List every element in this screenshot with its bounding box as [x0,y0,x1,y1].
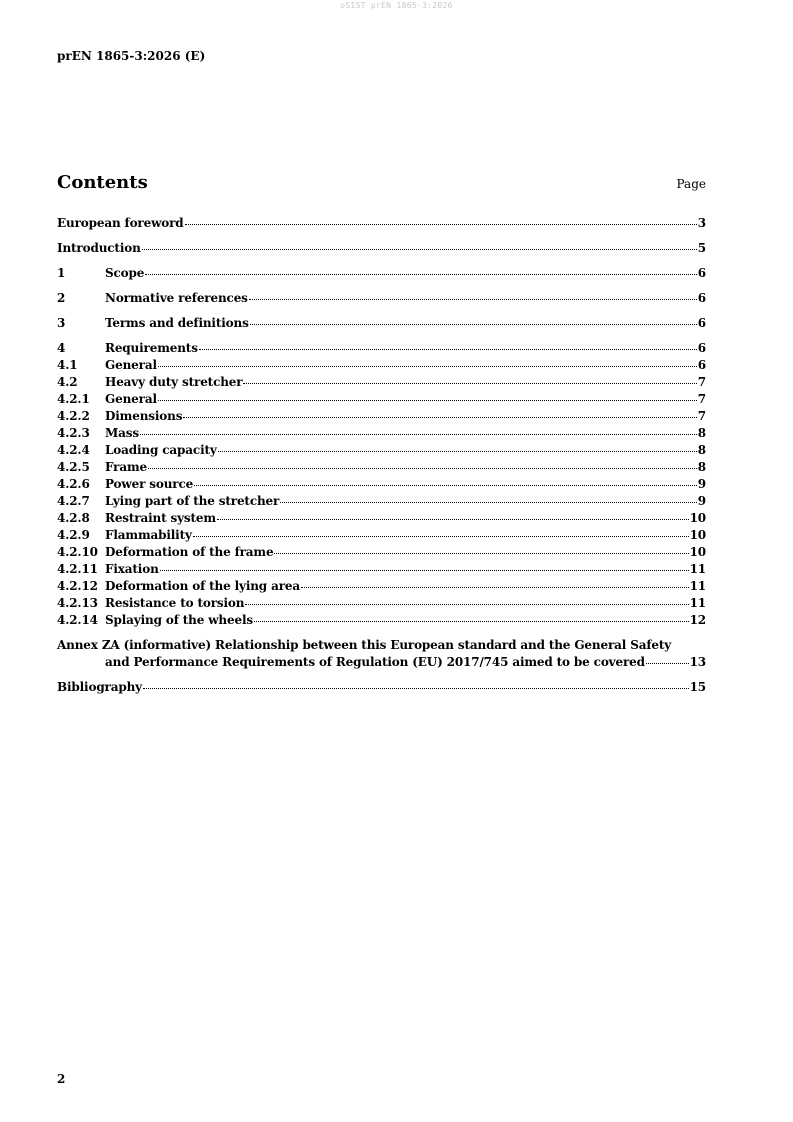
toc-entry-normative-references[interactable] [57,290,706,307]
toc-entry-number: 4.2.7 [57,494,90,508]
toc-entry-page: 10 [689,511,706,525]
toc-entry-title: Introduction [57,241,141,255]
toc-entry-scope[interactable] [57,265,706,282]
toc-entry-restraint-system[interactable] [57,510,706,527]
toc-entry-4-2-1-general[interactable] [57,391,706,408]
toc-entry-title: Requirements [105,341,198,355]
toc-entry-title: Bibliography [57,680,142,694]
toc-entry-page: 3 [697,216,706,230]
contents-title: Contents [57,172,148,193]
toc-entry-number: 4.2.3 [57,426,90,440]
toc-entry-page: 6 [697,316,706,330]
toc-entry-page: 8 [697,443,706,457]
toc-entry-page: 8 [697,426,706,440]
dot-leader [183,416,696,418]
toc-entry-power-source[interactable] [57,476,706,493]
toc-entry-requirements[interactable] [57,340,706,357]
toc-entry-introduction[interactable] [57,240,706,257]
toc-entry-page: 6 [697,266,706,280]
toc-entry-page: 5 [697,241,706,255]
dot-leader [148,467,697,469]
toc-entry-title: Frame [105,460,147,474]
toc-entry-number: 4.2.12 [57,579,98,593]
toc-entry-page: 9 [697,477,706,491]
toc-entry-title: Deformation of the frame [105,545,274,559]
page-number: 2 [57,1072,66,1086]
toc-entry-page: 6 [697,291,706,305]
toc-entry-title: Normative references [105,291,248,305]
toc-entry-annex-za[interactable] [57,637,706,671]
dot-leader [254,620,689,622]
toc-entry-number: 4.2.13 [57,596,98,610]
toc-entry-title: Deformation of the lying area [105,579,300,593]
dot-leader [280,501,697,503]
dot-leader [160,569,689,571]
dot-leader [158,365,697,367]
dot-leader [245,603,688,605]
toc-entry-page: 8 [697,460,706,474]
toc-entry-number: 1 [57,266,66,280]
toc-entry-page: 9 [697,494,706,508]
toc-entry-deformation-lying-area[interactable] [57,578,706,595]
toc-entry-page: 10 [689,528,706,542]
toc-entry-number: 4.2 [57,375,78,389]
document-id-header: prEN 1865-3:2026 (E) [57,49,206,63]
toc-entry-dimensions[interactable] [57,408,706,425]
toc-entry-number: 4.1 [57,358,78,372]
dot-leader [301,586,689,588]
toc-entry-frame[interactable] [57,459,706,476]
toc-entry-title: Flammability [105,528,192,542]
dot-leader [249,298,697,300]
toc-entry-title: Fixation [105,562,159,576]
toc-entry-number: 4.2.11 [57,562,98,576]
toc-entry-number: 4.2.6 [57,477,90,491]
toc-entry-number: 4.2.14 [57,613,98,627]
toc-entry-title: General [105,358,157,372]
dot-leader [140,433,697,435]
toc-entry-number: 4.2.4 [57,443,90,457]
toc-entry-terms-definitions[interactable] [57,315,706,332]
toc-entry-page: 6 [697,358,706,372]
toc-entry-page: 15 [689,680,706,694]
toc-entry-title: Loading capacity [105,443,217,457]
toc-entry-title: Power source [105,477,194,491]
dot-leader [274,552,688,554]
toc-entry-european-foreword[interactable] [57,215,706,232]
toc-entry-number: 4.2.9 [57,528,90,542]
toc-entry-title: General [105,392,157,406]
toc-entry-title: Terms and definitions [105,316,249,330]
dot-leader [143,687,689,689]
toc-entry-title: Splaying of the wheels [105,613,253,627]
dot-leader [199,348,697,350]
dot-leader [185,223,697,225]
dot-leader [142,248,697,250]
toc-entry-number: 2 [57,291,66,305]
toc-entry-lying-part[interactable] [57,493,706,510]
table-of-contents [57,215,706,696]
toc-entry-title: Restraint system [105,511,216,525]
toc-entry-page: 11 [689,562,706,576]
toc-entry-page: 12 [689,613,706,627]
dot-leader [145,273,697,275]
annex-title-line-1: Annex ZA (informative) Relationship between this European standard and the General Safety [57,638,672,652]
toc-entry-heavy-duty-stretcher[interactable] [57,374,706,391]
toc-entry-number: 4.2.1 [57,392,90,406]
dot-leader [158,399,697,401]
dot-leader [218,450,697,452]
toc-entry-number: 4.2.10 [57,545,98,559]
toc-entry-title: Dimensions [105,409,183,423]
toc-entry-number: 4.2.2 [57,409,90,423]
toc-entry-page: 7 [697,392,706,406]
toc-entry-page: 11 [689,596,706,610]
dot-leader [250,323,697,325]
toc-entry-number: 4 [57,341,66,355]
toc-entry-number: 4.2.8 [57,511,90,525]
toc-entry-mass[interactable] [57,425,706,442]
toc-entry-bibliography[interactable] [57,679,706,696]
toc-entry-fixation[interactable] [57,561,706,578]
toc-entry-4-1-general[interactable] [57,357,706,374]
dot-leader [217,518,689,520]
toc-entry-flammability[interactable] [57,527,706,544]
dot-leader [646,662,689,664]
toc-entry-page: 6 [697,341,706,355]
toc-entry-title: Resistance to torsion [105,596,245,610]
toc-entry-loading-capacity[interactable] [57,442,706,459]
toc-entry-page: 13 [689,655,706,669]
annex-title-line-2-row [57,654,706,671]
dot-leader [194,484,697,486]
toc-entry-number: 4.2.5 [57,460,90,474]
annex-title-line-2: and Performance Requirements of Regulation (EU) 2017/745 aimed to be covered [105,655,645,669]
toc-entry-deformation-frame[interactable] [57,544,706,561]
toc-entry-resistance-torsion[interactable] [57,595,706,612]
page-column-label: Page [676,177,706,191]
toc-entry-splaying-wheels[interactable] [57,612,706,629]
toc-entry-title: Heavy duty stretcher [105,375,243,389]
dot-leader [243,382,696,384]
dot-leader [193,535,689,537]
toc-entry-title: Mass [105,426,139,440]
toc-entry-title: Scope [105,266,145,280]
toc-entry-page: 10 [689,545,706,559]
watermark: oSIST prEN 1865-3:2026 [340,1,453,10]
toc-entry-title: European foreword [57,216,184,230]
toc-entry-page: 7 [697,409,706,423]
toc-entry-number: 3 [57,316,66,330]
toc-entry-title: Lying part of the stretcher [105,494,280,508]
toc-entry-page: 11 [689,579,706,593]
toc-entry-page: 7 [697,375,706,389]
